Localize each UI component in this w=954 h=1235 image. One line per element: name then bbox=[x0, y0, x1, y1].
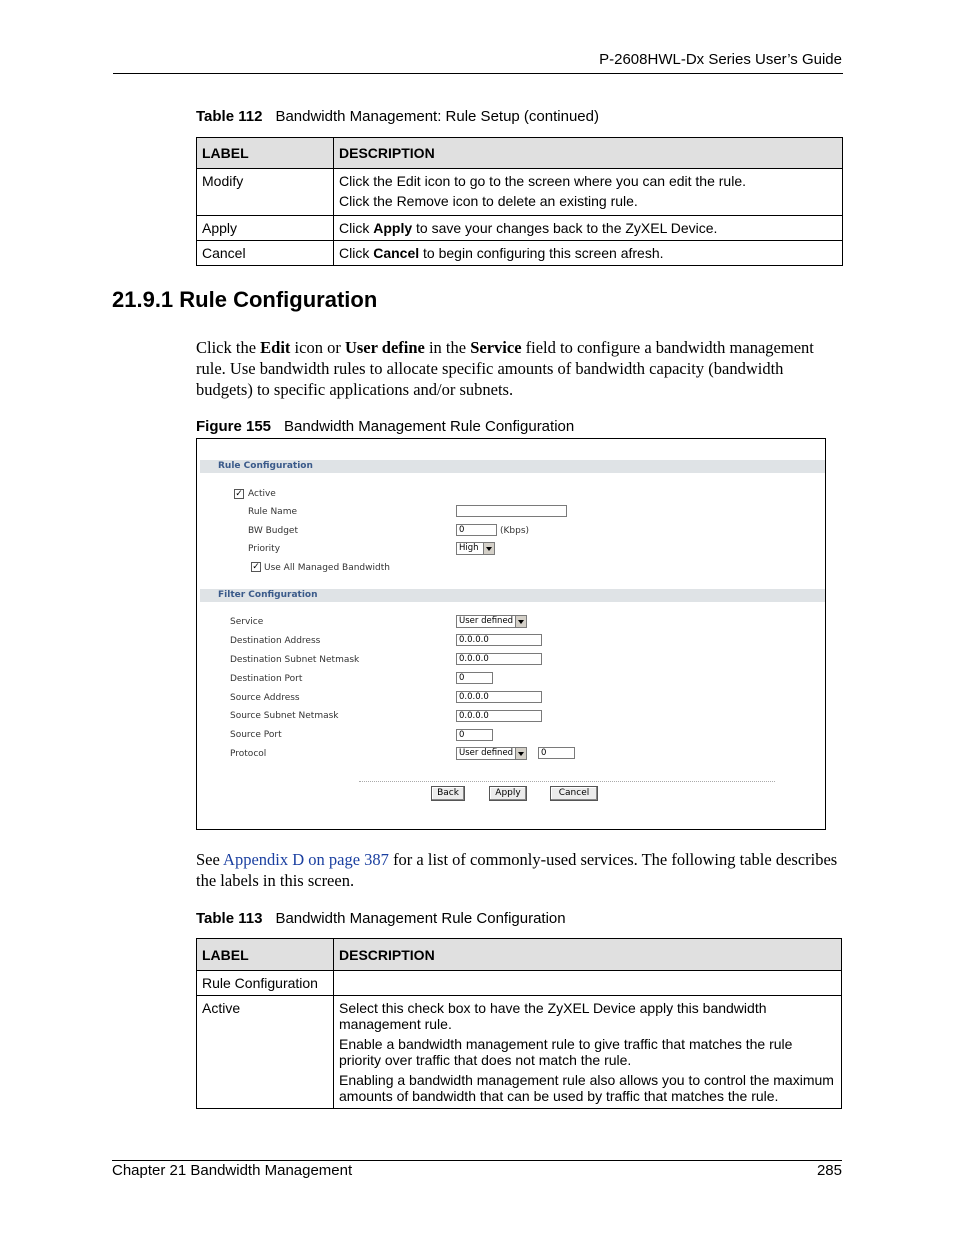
destination-port-input[interactable]: 0 bbox=[456, 672, 493, 684]
header-divider bbox=[113, 73, 843, 74]
active-checkbox[interactable]: ✓ bbox=[235, 489, 243, 499]
table-113 bbox=[196, 938, 842, 1109]
back-button[interactable]: Back bbox=[431, 786, 465, 801]
chevron-down-icon bbox=[483, 543, 494, 554]
figure-title: Bandwidth Management Rule Configuration bbox=[284, 418, 575, 435]
description-line: Enable a bandwidth management rule to give traffic that matches the rule priority over traffic that does not match the rule. bbox=[339, 1036, 793, 1068]
table-row bbox=[197, 169, 843, 216]
table-title: Bandwidth Management Rule Configuration bbox=[275, 910, 566, 927]
use-all-bandwidth-checkbox[interactable]: ✓ bbox=[252, 562, 260, 572]
source-address-input[interactable]: 0.0.0.0 bbox=[456, 691, 542, 703]
source-port-label: Source Port bbox=[230, 730, 282, 740]
row-description bbox=[334, 971, 842, 996]
source-port-input[interactable]: 0 bbox=[456, 729, 493, 741]
row-description: Click Apply to save your changes back to the ZyXEL Device. bbox=[334, 216, 843, 241]
row-description bbox=[334, 996, 842, 1109]
row-label: Apply bbox=[197, 216, 334, 241]
see-appendix-paragraph: See Appendix D on page 387 for a list of commonly-used services. The following table describes the labels in this screen. bbox=[196, 850, 838, 890]
description-line: Click the Remove icon to delete an existing rule. bbox=[339, 193, 638, 209]
bw-budget-label: BW Budget bbox=[248, 526, 298, 536]
section-heading: 21.9.1 Rule Configuration bbox=[112, 287, 378, 312]
protocol-select[interactable]: User defined bbox=[456, 747, 527, 760]
table-header-row bbox=[197, 939, 842, 971]
service-label: Service bbox=[230, 617, 264, 627]
bw-budget-input[interactable]: 0 bbox=[456, 524, 497, 536]
table-row bbox=[197, 996, 842, 1109]
row-label: Cancel bbox=[197, 241, 334, 266]
table-title: Bandwidth Management: Rule Setup (continued) bbox=[275, 108, 599, 125]
description-line: Select this check box to have the ZyXEL Device apply this bandwidth management rule. bbox=[339, 1000, 767, 1032]
filter-configuration-bar: Filter Configuration bbox=[200, 589, 825, 602]
priority-select[interactable]: High bbox=[456, 542, 495, 555]
service-select[interactable]: User defined bbox=[456, 615, 527, 628]
column-header-label: LABEL bbox=[197, 138, 334, 169]
figure-screenshot bbox=[196, 438, 826, 830]
table-113-caption bbox=[196, 910, 566, 927]
chapter-title: Chapter 21 Bandwidth Management bbox=[112, 1162, 353, 1179]
divider bbox=[359, 781, 775, 782]
footer-divider bbox=[112, 1160, 842, 1161]
apply-button[interactable]: Apply bbox=[489, 786, 527, 801]
bw-unit-label: (Kbps) bbox=[500, 526, 530, 536]
rule-configuration-bar: Rule Configuration bbox=[200, 460, 825, 473]
table-number: Table 112 bbox=[196, 108, 263, 125]
row-label: Active bbox=[197, 996, 334, 1109]
active-label: Active bbox=[248, 489, 276, 499]
table-112 bbox=[196, 137, 843, 266]
cancel-button[interactable]: Cancel bbox=[550, 786, 598, 801]
row-label: Rule Configuration bbox=[197, 971, 334, 996]
rule-name-input[interactable] bbox=[456, 505, 567, 517]
destination-netmask-label: Destination Subnet Netmask bbox=[230, 655, 360, 665]
destination-port-label: Destination Port bbox=[230, 674, 303, 684]
column-header-label: LABEL bbox=[197, 939, 334, 971]
guide-title: P-2608HWL-Dx Series User’s Guide bbox=[599, 51, 842, 68]
page-number: 285 bbox=[816, 1162, 842, 1179]
description-line: Click the Edit icon to go to the screen where you can edit the rule. bbox=[339, 173, 747, 189]
destination-netmask-input[interactable]: 0.0.0.0 bbox=[456, 653, 542, 665]
description-line: Enabling a bandwidth management rule also allows you to control the maximum amounts of bandwidth that can be used by traffic that matches the rule. bbox=[339, 1072, 834, 1104]
source-netmask-input[interactable]: 0.0.0.0 bbox=[456, 710, 542, 722]
chevron-down-icon bbox=[515, 616, 526, 627]
table-row bbox=[197, 241, 843, 266]
row-description bbox=[334, 169, 843, 216]
destination-address-input[interactable]: 0.0.0.0 bbox=[456, 634, 542, 646]
row-label: Modify bbox=[197, 169, 334, 216]
rule-name-label: Rule Name bbox=[248, 507, 298, 517]
chevron-down-icon bbox=[515, 748, 526, 759]
source-netmask-label: Source Subnet Netmask bbox=[230, 711, 339, 721]
use-all-bandwidth-label: Use All Managed Bandwidth bbox=[264, 563, 390, 573]
table-row bbox=[197, 216, 843, 241]
figure-caption bbox=[196, 418, 574, 435]
table-row bbox=[197, 971, 842, 996]
source-address-label: Source Address bbox=[230, 693, 300, 703]
row-description: Click Cancel to begin configuring this screen afresh. bbox=[334, 241, 843, 266]
intro-paragraph: Click the Edit icon or User define in the Service field to configure a bandwidth management rule. Use bandwidth rules to allocate specific amounts of bandwidth capacity (bandwidth budgets) to specific applications and/or subnets. bbox=[196, 338, 814, 399]
table-112-caption bbox=[196, 108, 599, 125]
destination-address-label: Destination Address bbox=[230, 636, 321, 646]
table-number: Table 113 bbox=[196, 910, 263, 927]
figure-number: Figure 155 bbox=[196, 418, 272, 435]
column-header-description: DESCRIPTION bbox=[334, 138, 843, 169]
protocol-label: Protocol bbox=[230, 749, 267, 759]
protocol-number-input[interactable]: 0 bbox=[538, 747, 575, 759]
table-header-row bbox=[197, 138, 843, 169]
appendix-link[interactable]: Appendix D on page 387 bbox=[223, 850, 389, 869]
priority-label: Priority bbox=[248, 544, 281, 554]
column-header-description: DESCRIPTION bbox=[334, 939, 842, 971]
